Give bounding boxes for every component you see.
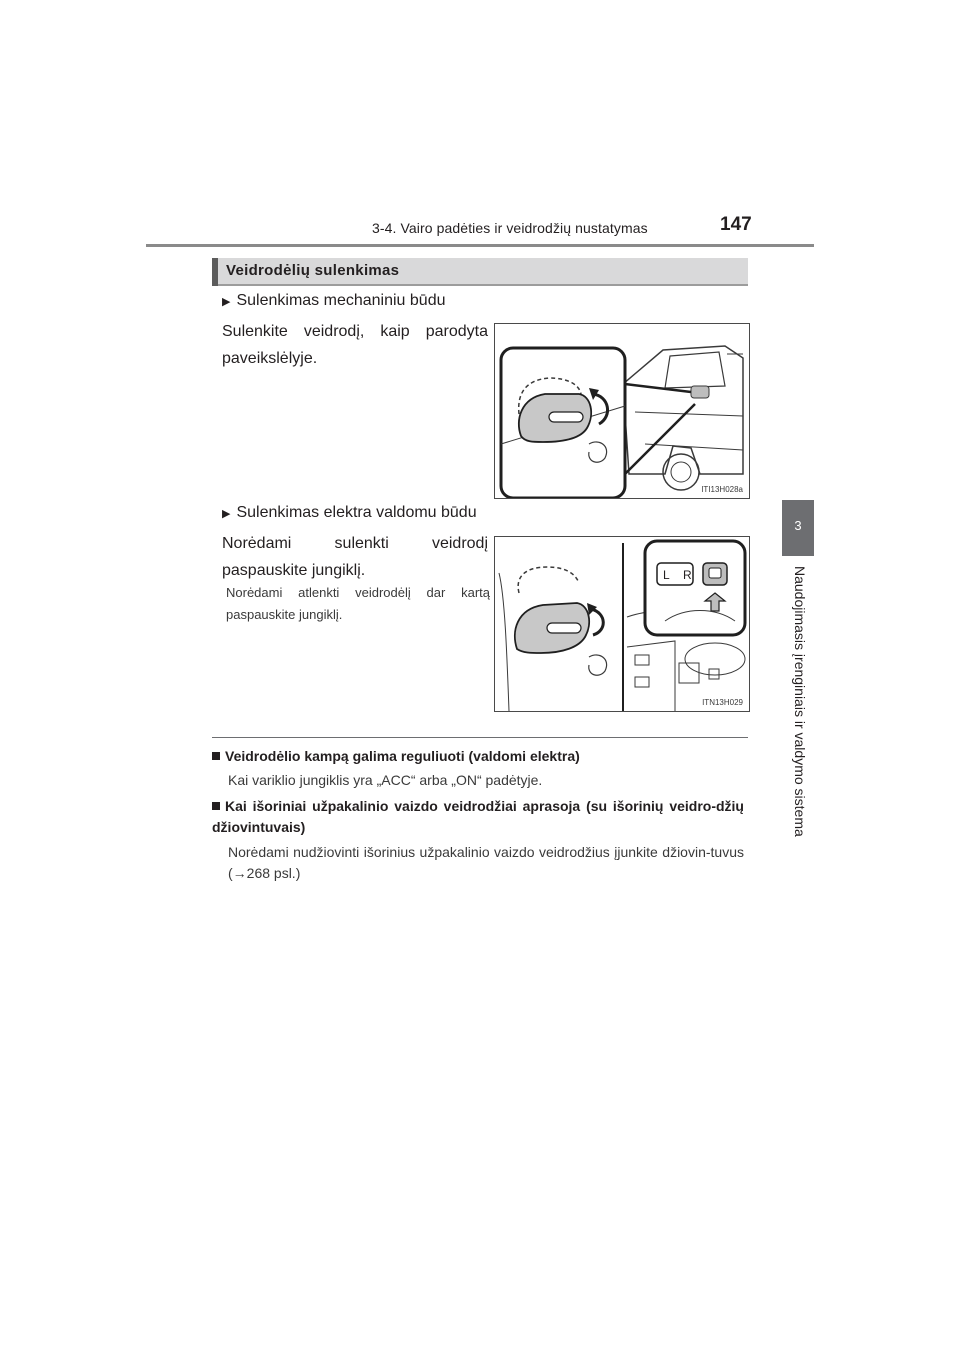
note-title (212, 796, 744, 838)
note-title-text: Veidrodėlio kampą galima reguliuoti (valdomi elektra) (225, 748, 580, 764)
manual-heading: Sulenkimas mechaniniu būdu (236, 292, 446, 309)
electric-fold-figure (494, 536, 750, 712)
electric-heading: Sulenkimas elektra valdomu būdu (236, 504, 477, 521)
running-header: 3-4. Vairo padėties ir veidrodžių nustatymas (372, 220, 648, 236)
mirror-fold-illustration (495, 324, 749, 498)
page-number: 147 (720, 214, 752, 235)
note-title (212, 746, 744, 767)
section-title: Veidrodėlių sulenkimas (226, 262, 400, 279)
manual-figure-label: ITI13H028a (701, 485, 743, 494)
manual-fold-figure (494, 323, 750, 499)
notes-divider (212, 737, 748, 738)
manual-heading-row (222, 292, 445, 310)
note-body: Kai variklio jungiklis yra „ACC“ arba „ON“ padėtyje. (228, 772, 543, 788)
electric-figure-label: ITN13H029 (702, 698, 743, 707)
electric-body: Norėdami sulenkti veidrodį paspauskite jungiklį. (222, 535, 488, 579)
note-body: Norėdami nudžiovinti išorinius užpakalinio vaizdo veidrodžius įjunkite džiovin-tuvus (→268 psl.) (228, 844, 744, 881)
section-bar-accent (212, 258, 218, 286)
switch-right-label: R (683, 568, 692, 582)
square-bullet-icon (212, 752, 220, 760)
square-bullet-icon (212, 802, 220, 810)
header-rule (146, 244, 814, 247)
chapter-number: 3 (794, 518, 802, 533)
manual-body: Sulenkite veidrodį, kaip parodyta paveikslėlyje. (222, 323, 488, 367)
chapter-title: Naudojimasis įrenginiais ir valdymo sistema (792, 566, 808, 837)
switch-left-label: L (663, 568, 670, 582)
electric-heading-row (222, 504, 477, 522)
triangle-bullet-icon: ▶ (222, 295, 231, 308)
electric-note: Norėdami atlenkti veidrodėlį dar kartą paspauskite jungiklį. (226, 585, 490, 622)
note-title-text: Kai išoriniai užpakalinio vaizdo veidrodžiai aprasoja (su išorinių veidro-džių džiovintuvais) (212, 798, 744, 835)
mirror-switch-illustration (495, 537, 749, 711)
triangle-bullet-icon: ▶ (222, 507, 231, 520)
